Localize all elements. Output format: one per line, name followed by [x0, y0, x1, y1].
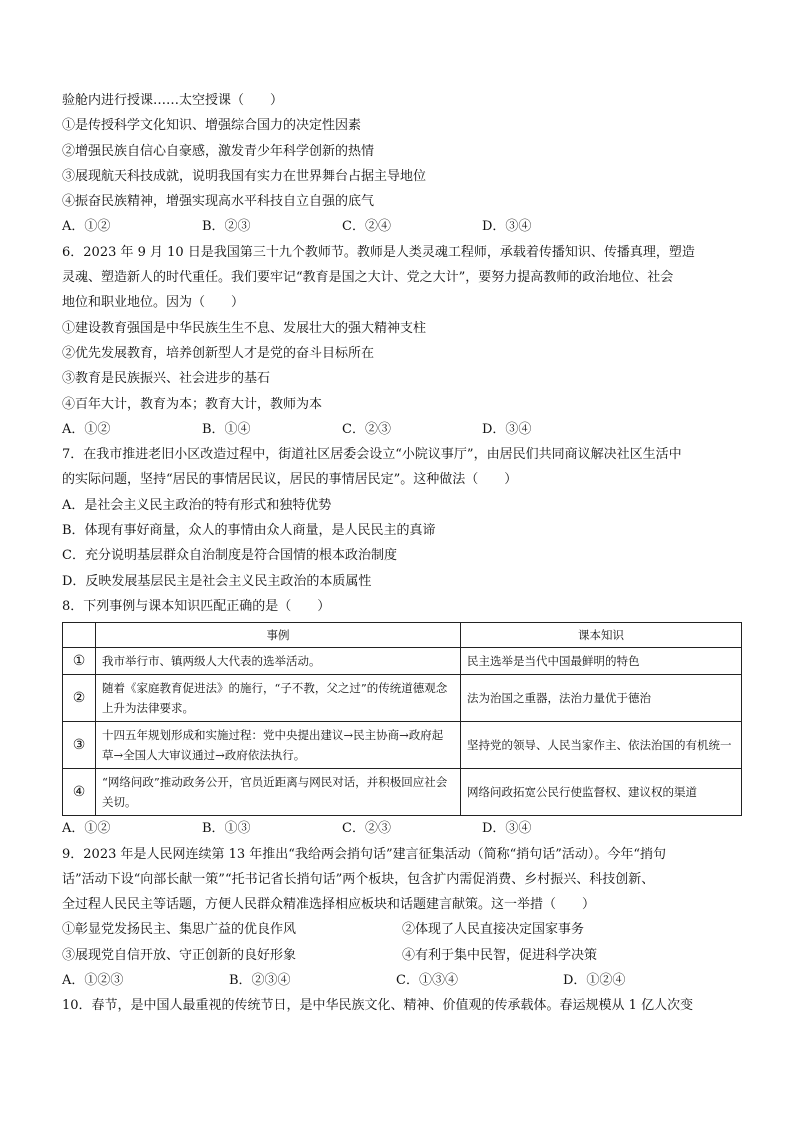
q7-option: A．是社会主义民主政治的特有形式和独特优势: [62, 497, 332, 513]
q7-option: D．反映发展基层民主是社会主义民主政治的本质属性: [62, 573, 372, 589]
q8-choice-d: D．③④: [482, 821, 532, 837]
q9-option: ③展现党自信开放、守正创新的良好形象: [62, 947, 297, 963]
q9-choice-b: B．②③④: [229, 973, 291, 989]
q5-choice-d: D．③④: [482, 219, 532, 235]
q5-choice-b: B．②③: [202, 219, 251, 235]
q5-choices: [62, 214, 742, 239]
q6-choices: [62, 417, 742, 442]
q7-stem-line: 7．在我市推进老旧小区改造过程中，街道社区居委会设立“小院议事厅”，由居民们共同商议解决社区生活中: [62, 447, 682, 463]
q8-table: [62, 622, 742, 816]
q6-stem-line: 灵魂、塑造新人的时代重任。我们要牢记“教育是国之大计、党之大计”，要努力提高教师的政治地位、社会: [62, 270, 674, 286]
q10-stem: 10．春节，是中国人最重视的传统节日，是中华民族文化、精神、价值观的传承载体。春运规模从 1 亿人次变: [62, 998, 694, 1014]
q7-option: C．充分说明基层群众自治制度是符合国情的根本政治制度: [62, 548, 397, 564]
table-row-example: “网络问政”推动政务公开，官员近距离与网民对话，并积极回应社会关切。: [96, 769, 461, 816]
q8-stem: 8．下列事例与课本知识匹配正确的是（ ）: [62, 598, 331, 614]
q9-option: ①彰显党发扬民主、集思广益的优良作风: [62, 922, 297, 938]
q5-stem: 验舱内进行授课……太空授课（ ）: [62, 93, 284, 108]
q6-choice-c: C．②③: [342, 421, 391, 437]
table-row-num: ①: [63, 648, 96, 675]
q5-option: ③展现航天科技成就，说明我国有实力在世界舞台占据主导地位: [62, 168, 427, 184]
q6-choice-a: A．①②: [62, 421, 111, 437]
table-row-knowledge: 法为治国之重器，法治力量优于德治: [461, 675, 742, 722]
q5-choice-a: A．①②: [62, 219, 111, 235]
q8-choice-a: A．①②: [62, 821, 111, 837]
table-row-example: 我市举行市、镇两级人大代表的选举活动。: [96, 648, 461, 675]
table-row-knowledge: 坚持党的领导、人民当家作主、依法治国的有机统一: [461, 722, 742, 769]
table-header-example: 事例: [96, 623, 461, 648]
table-row-num: ③: [63, 722, 96, 769]
q6-option: ③教育是民族振兴、社会进步的基石: [62, 371, 271, 387]
table-row-example: 十四五年规划形成和实施过程：党中央提出建议→民主协商→政府起草→全国人大审议通过→政府依法执行。: [96, 722, 461, 769]
table-row: [63, 675, 742, 722]
table-header-num: [63, 623, 96, 648]
q7-option: B．体现有事好商量，众人的事情由众人商量，是人民民主的真谛: [62, 523, 436, 539]
q6-choice-b: B．①④: [202, 421, 251, 437]
q8-choice-c: C．②③: [342, 821, 391, 837]
table-row-example: 随着《家庭教育促进法》的施行，“子不教，父之过”的传统道德观念上升为法律要求。: [96, 675, 461, 722]
q6-choice-d: D．③④: [482, 421, 532, 437]
q6-stem-line: 地位和职业地位。因为（ ）: [62, 295, 245, 311]
q9-stem-line: 全过程人民民主等话题，方便人民群众精准选择相应板块和话题建言献策。这一举措（ ）: [62, 897, 596, 913]
exam-page: [62, 88, 742, 1019]
table-header-row: [63, 623, 742, 648]
q5-choice-c: C．②④: [342, 219, 391, 235]
q9-choice-a: A．①②③: [62, 973, 124, 989]
q7-stem-line: 的实际问题，坚持“居民的事情居民议，居民的事情居民定”。这种做法（ ）: [62, 472, 518, 488]
table-row: [63, 648, 742, 675]
q5-option: ②增强民族自信心自豪感，激发青少年科学创新的热情: [62, 143, 375, 159]
q8-choices: [62, 816, 742, 841]
q9-choices: [62, 968, 742, 993]
q9-option: ②体现了人民直接决定国家事务: [402, 922, 585, 938]
q9-choice-d: D．①②④: [563, 973, 626, 989]
table-row: [63, 722, 742, 769]
q6-option: ①建设教育强国是中华民族生生不息、发展壮大的强大精神支柱: [62, 320, 427, 336]
q9-choice-c: C．①③④: [396, 973, 458, 989]
q5-option: ④振奋民族精神，增强实现高水平科技自立自强的底气: [62, 194, 375, 210]
q5-option: ①是传授科学文化知识、增强综合国力的决定性因素: [62, 118, 362, 134]
q9-stem-line: 9．2023 年是人民网连续第 13 年推出“我给两会捎句话”建言征集活动（简称“捎句话”活动）。今年“捎句: [62, 846, 667, 862]
q6-stem-line: 6．2023 年 9 月 10 日是我国第三十九个教师节。教师是人类灵魂工程师，承载着传播知识、传播真理，塑造: [62, 244, 695, 260]
q9-option-row: [62, 917, 742, 942]
q6-option: ④百年大计，教育为本；教育大计，教师为本: [62, 396, 323, 412]
q9-stem-line: 话”活动下设“向部长献一策”“托书记省长捎句话”两个板块，包含扩内需促消费、乡村振兴、科技创新、: [62, 871, 655, 887]
table-row-knowledge: 网络问政拓宽公民行使监督权、建议权的渠道: [461, 769, 742, 816]
table-row-num: ②: [63, 675, 96, 722]
q6-option: ②优先发展教育，培养创新型人才是党的奋斗目标所在: [62, 345, 375, 361]
table-header-knowledge: 课本知识: [461, 623, 742, 648]
table-row-knowledge: 民主选举是当代中国最鲜明的特色: [461, 648, 742, 675]
table-row-num: ④: [63, 769, 96, 816]
q8-choice-b: B．①③: [202, 821, 251, 837]
q9-option: ④有利于集中民智，促进科学决策: [402, 947, 598, 963]
table-row: [63, 769, 742, 816]
q9-option-row: [62, 943, 742, 968]
